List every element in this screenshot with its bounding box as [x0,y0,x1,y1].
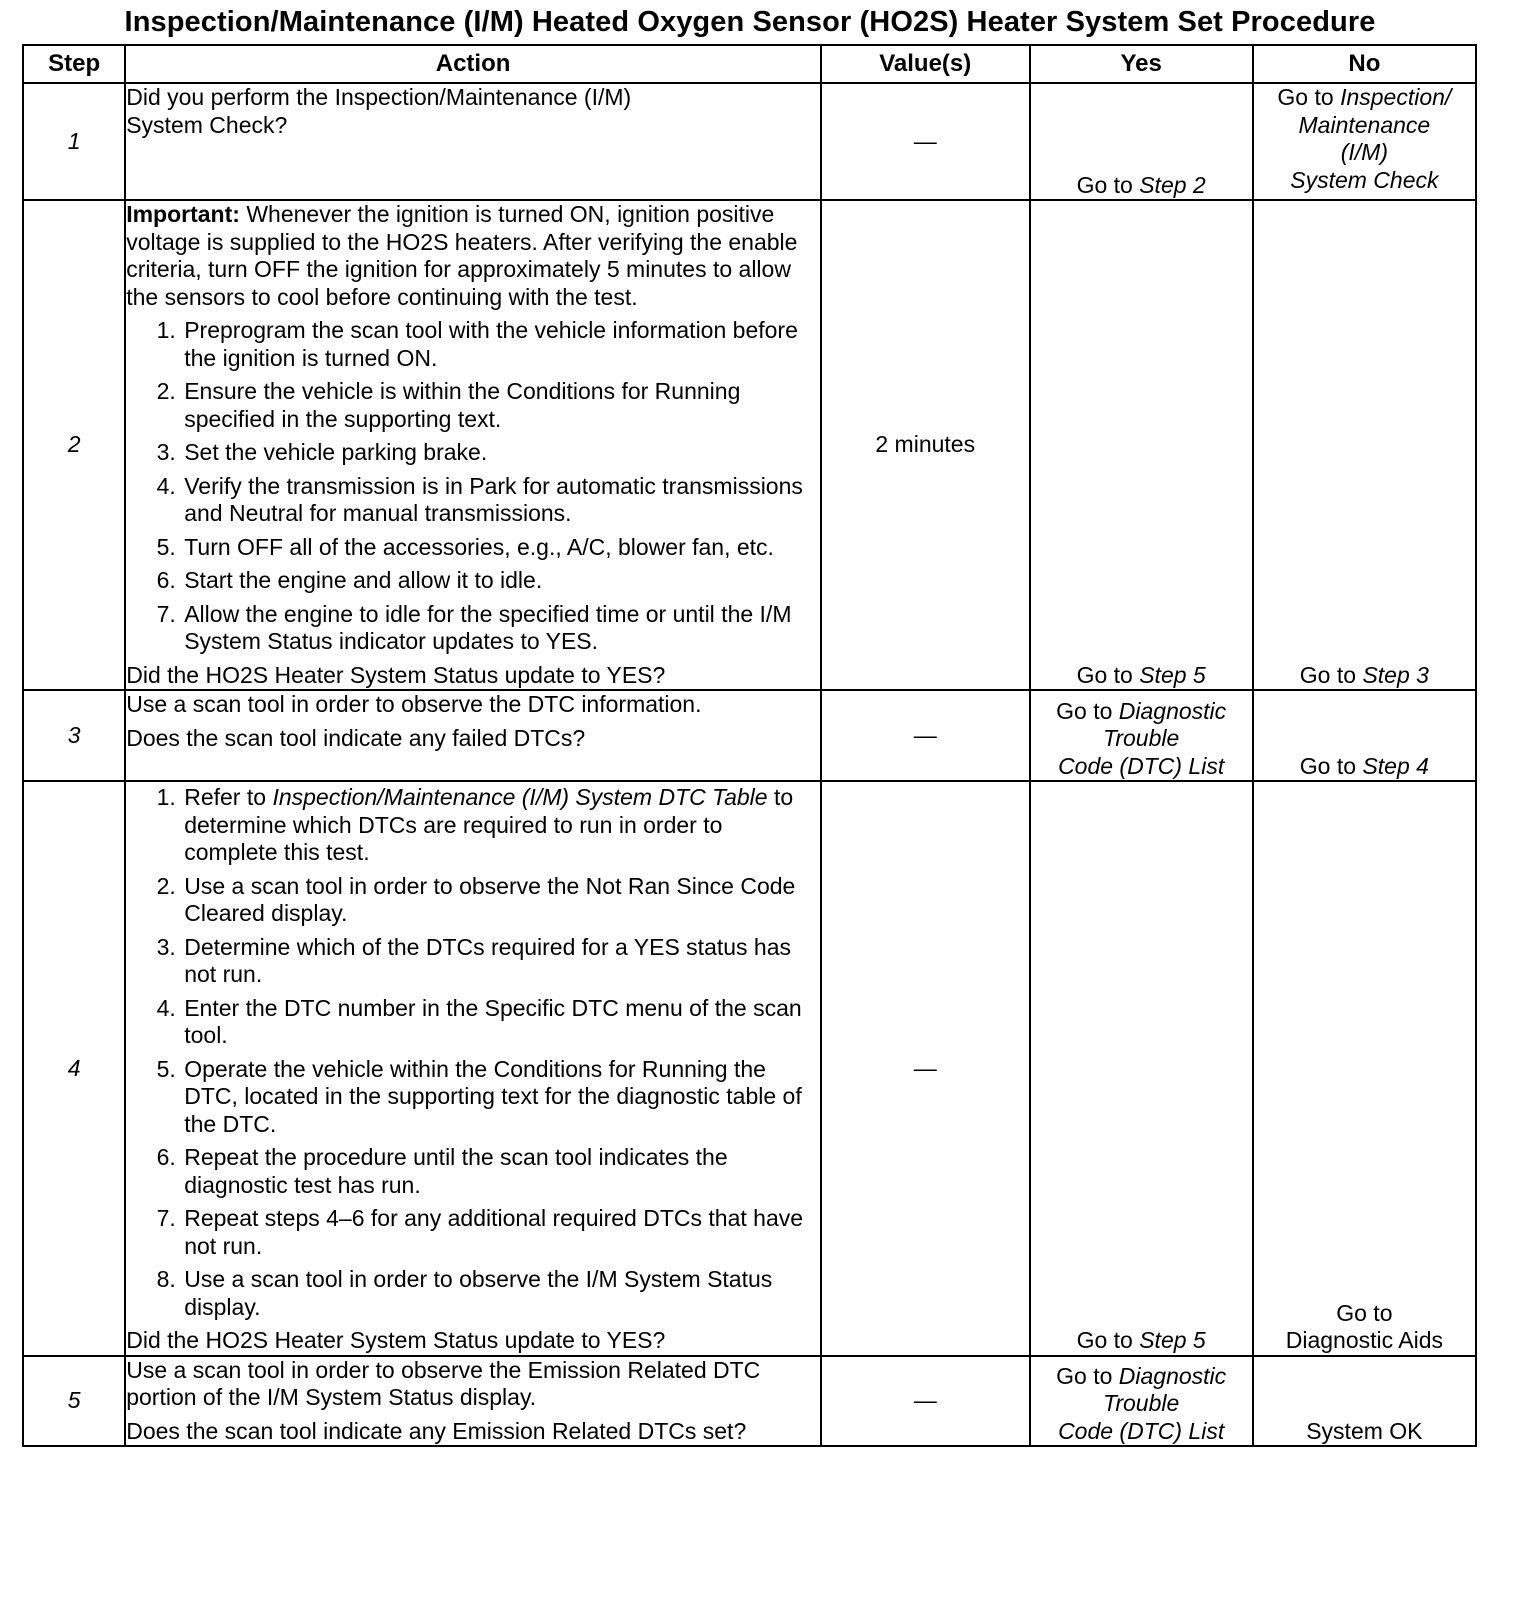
dtc-table-link[interactable]: Inspection/Maintenance (I/M) System DTC Table [272,784,768,810]
list-item: 4. Verify the transmission is in Park for automatic transmissions and Neutral for manual transmissions. [182,473,820,528]
table-row [23,83,1476,200]
table-row [23,1356,1476,1447]
go-to-text: Go to [1076,1327,1133,1353]
header-row [23,45,1476,83]
step-number: 5 [23,1356,125,1447]
question-text: Did you perform the Inspection/Maintenance (I/M) System Check? [126,84,632,138]
important-text: Whenever the ignition is turned ON, ignition positive voltage is supplied to the HO2S heaters. After verifying the enable criteria, turn OFF the ignition for approximately 5 minutes to allow the sensors to cool before continuing with the test. [126,201,798,310]
header-values: Value(s) [821,45,1030,83]
value-cell: 2 minutes [821,200,1030,690]
table-row [23,200,1476,690]
action-text: Use a scan tool in order to observe the DTC information. [126,691,702,717]
go-to-text: Go to [1277,84,1334,110]
action-cell [125,690,821,781]
step-link[interactable]: Step 3 [1362,661,1429,688]
step-number: 4 [23,781,125,1356]
system-check-link[interactable]: Maintenance [1298,111,1431,138]
yes-cell [1030,690,1253,781]
list-item: 6. Repeat the procedure until the scan tool indicates the diagnostic test has run. [182,1144,820,1199]
step-number: 1 [23,83,125,200]
yes-cell [1030,200,1253,690]
action-cell [125,200,821,690]
table-row [23,781,1476,1356]
system-check-link[interactable]: Inspection/ [1340,84,1452,110]
step-list [126,317,820,656]
refer-text: Refer to [184,784,267,810]
yes-cell [1030,83,1253,200]
important-label: Important: [126,201,240,227]
no-cell [1253,1356,1476,1447]
list-item: 3. Set the vehicle parking brake. [182,439,820,467]
dtc-list-link[interactable]: Diagnostic [1118,1362,1227,1389]
value-cell: — [821,1356,1030,1447]
yes-cell [1030,1356,1253,1447]
list-item: 1. Preprogram the scan tool with the vehicle information before the ignition is turned ON. [182,317,820,372]
step-number: 3 [23,690,125,781]
list-item: 8. Use a scan tool in order to observe the I/M System Status display. [182,1266,820,1321]
dtc-list-link[interactable]: Code (DTC) List [1058,752,1225,779]
list-item: 7. Allow the engine to idle for the specified time or until the I/M System Status indicator updates to YES. [182,601,820,656]
dtc-list-link[interactable]: Trouble [1103,1390,1180,1416]
important-note [126,201,820,311]
step-number: 2 [23,200,125,690]
question-text: Did the HO2S Heater System Status update to YES? [126,661,666,688]
value-cell: — [821,690,1030,781]
value-cell: — [821,781,1030,1356]
list-item: 7. Repeat steps 4–6 for any additional required DTCs that have not run. [182,1205,820,1260]
refer-rest: to determine which DTCs are required to run in order to complete this test. [184,784,794,865]
question-text: Does the scan tool indicate any failed DTCs? [126,724,586,751]
system-check-link[interactable]: (I/M) [1340,139,1388,165]
no-cell [1253,83,1476,200]
dtc-list-link[interactable]: Code (DTC) List [1058,1417,1225,1444]
dtc-list-link[interactable]: Diagnostic [1118,697,1227,724]
step-link[interactable]: Step 4 [1362,752,1429,779]
action-text: Use a scan tool in order to observe the Emission Related DTC portion of the I/M System Status display. [126,1356,761,1410]
list-item: 5. Operate the vehicle within the Conditions for Running the DTC, located in the supporting text for the diagnostic table of the DTC. [182,1056,820,1139]
list-item: 2. Ensure the vehicle is within the Conditions for Running specified in the supporting text. [182,378,820,433]
system-check-link[interactable]: System Check [1290,166,1439,193]
value-cell: — [821,83,1030,200]
go-to-text: Go to [1299,752,1357,779]
yes-cell [1030,781,1253,1356]
step-link[interactable]: Step 5 [1139,661,1206,688]
list-item: 6. Start the engine and allow it to idle. [182,567,820,595]
action-cell [125,781,821,1356]
list-item: 2. Use a scan tool in order to observe the Not Ran Since Code Cleared display. [182,873,820,928]
system-ok-text: System OK [1306,1417,1423,1444]
go-to-text: Go to [1076,171,1133,198]
go-to-text: Go to [1336,1299,1393,1326]
header-yes: Yes [1030,45,1253,83]
page-title: Inspection/Maintenance (I/M) Heated Oxygen Sensor (HO2S) Heater System Set Procedure [124,6,1376,38]
step-link[interactable]: Step 2 [1139,171,1206,198]
list-item: 4. Enter the DTC number in the Specific DTC menu of the scan tool. [182,995,820,1050]
no-cell [1253,200,1476,690]
list-item [182,784,820,867]
question-text: Does the scan tool indicate any Emission Related DTCs set? [126,1417,747,1444]
no-cell [1253,690,1476,781]
header-action: Action [125,45,821,83]
go-to-text: Go to [1056,1362,1113,1389]
header-step: Step [23,45,125,83]
header-no: No [1253,45,1476,83]
table-row [23,690,1476,781]
go-to-text: Go to [1076,661,1133,688]
list-item: 3. Determine which of the DTCs required for a YES status has not run. [182,934,820,989]
diagnostic-aids-link[interactable]: Diagnostic Aids [1285,1327,1443,1353]
action-cell [125,1356,821,1447]
go-to-text: Go to [1299,661,1357,688]
dtc-list-link[interactable]: Trouble [1103,725,1180,751]
list-item: 5. Turn OFF all of the accessories, e.g., A/C, blower fan, etc. [182,534,820,562]
no-cell [1253,781,1476,1356]
step-link[interactable]: Step 5 [1139,1327,1206,1353]
step-list [126,784,820,1321]
question-text: Did the HO2S Heater System Status update to YES? [126,1327,666,1353]
action-cell [125,83,821,200]
procedure-table [22,44,1477,1447]
go-to-text: Go to [1056,697,1113,724]
